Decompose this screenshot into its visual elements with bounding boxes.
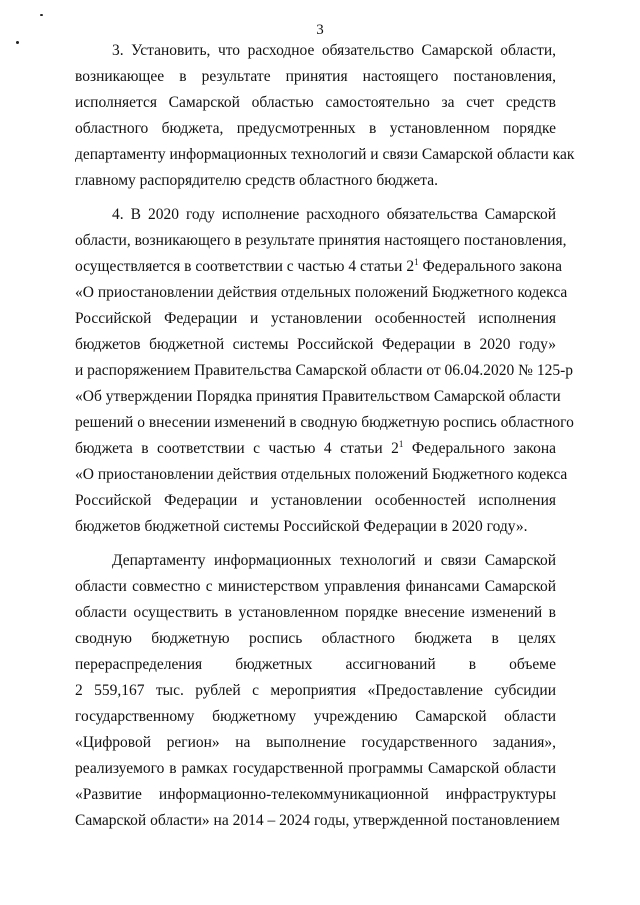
text-line-with-superscript — [75, 254, 563, 280]
text-line: сводную бюджетную роспись областного бюджета в целях — [75, 630, 556, 647]
text-line: решений о внесении изменений в сводную бюджетную роспись областного — [75, 414, 574, 431]
text-line: области совместно с министерством управления финансами Самарской — [75, 578, 556, 595]
text-line: «О приостановлении действия отдельных положений Бюджетного кодекса — [75, 284, 568, 301]
text-fragment: бюджета в соответствии с частью 4 статьи 2 — [75, 440, 399, 457]
text-line: 4. В 2020 году исполнение расходного обязательства Самарской — [112, 206, 556, 223]
text-line: 2 559,167 тыс. рублей с мероприятия «Предоставление субсидии — [75, 682, 556, 699]
text-line: «Развитие информационно-телекоммуникационной инфраструктуры — [75, 786, 556, 803]
text-fragment: Федерального закона — [418, 258, 563, 275]
scan-speck — [40, 14, 43, 16]
text-line: Российской Федерации и установлении особенностей исполнения — [75, 492, 556, 509]
text-line: реализуемого в рамках государственной программы Самарской области — [75, 760, 556, 777]
text-line: перераспределения бюджетных ассигнований в объеме — [75, 656, 556, 673]
text-line: бюджетов бюджетной системы Российской Федерации в 2020 году». — [75, 518, 528, 535]
text-line: исполняется Самарской областью самостоятельно за счет средств — [75, 94, 556, 111]
superscript: 1 — [414, 256, 419, 267]
text-fragment: Федерального закона — [403, 440, 556, 457]
text-line: главному распорядителю средств областного бюджета. — [75, 172, 439, 189]
scan-speck — [16, 41, 19, 44]
text-line: государственному бюджетному учреждению Самарской области — [75, 708, 556, 725]
text-fragment: осуществляется в соответствии с частью 4 статьи 2 — [75, 258, 415, 275]
document-body — [75, 38, 575, 834]
text-line: возникающее в результате принятия настоящего постановления, — [75, 68, 556, 85]
text-line: Департаменту информационных технологий и связи Самарской — [112, 552, 556, 569]
text-line: Российской Федерации и установлении особенностей исполнения — [75, 310, 556, 327]
text-line: «О приостановлении действия отдельных положений Бюджетного кодекса — [75, 466, 568, 483]
text-line: области, возникающего в результате принятия настоящего постановления, — [75, 232, 567, 249]
text-line: Самарской области» на 2014 – 2024 годы, утвержденной постановлением — [75, 812, 560, 829]
text-line: «Цифровой регион» на выполнение государственного задания», — [75, 734, 556, 751]
text-line: и распоряжением Правительства Самарской области от 06.04.2020 № 125-р — [75, 362, 573, 379]
text-line-with-superscript — [75, 436, 556, 462]
text-line: областного бюджета, предусмотренных в установленном порядке — [75, 120, 556, 137]
text-line: бюджетов бюджетной системы Российской Федерации в 2020 году» — [75, 336, 556, 353]
text-line: департаменту информационных технологий и связи Самарской области как — [75, 146, 575, 163]
text-line: 3. Установить, что расходное обязательство Самарской области, — [112, 42, 556, 59]
text-line: области осуществить в установленном порядке внесение изменений в — [75, 604, 556, 621]
text-line: «Об утверждении Порядка принятия Правительством Самарской области — [75, 388, 561, 405]
page-number: 3 — [316, 22, 324, 38]
superscript: 1 — [398, 438, 404, 449]
